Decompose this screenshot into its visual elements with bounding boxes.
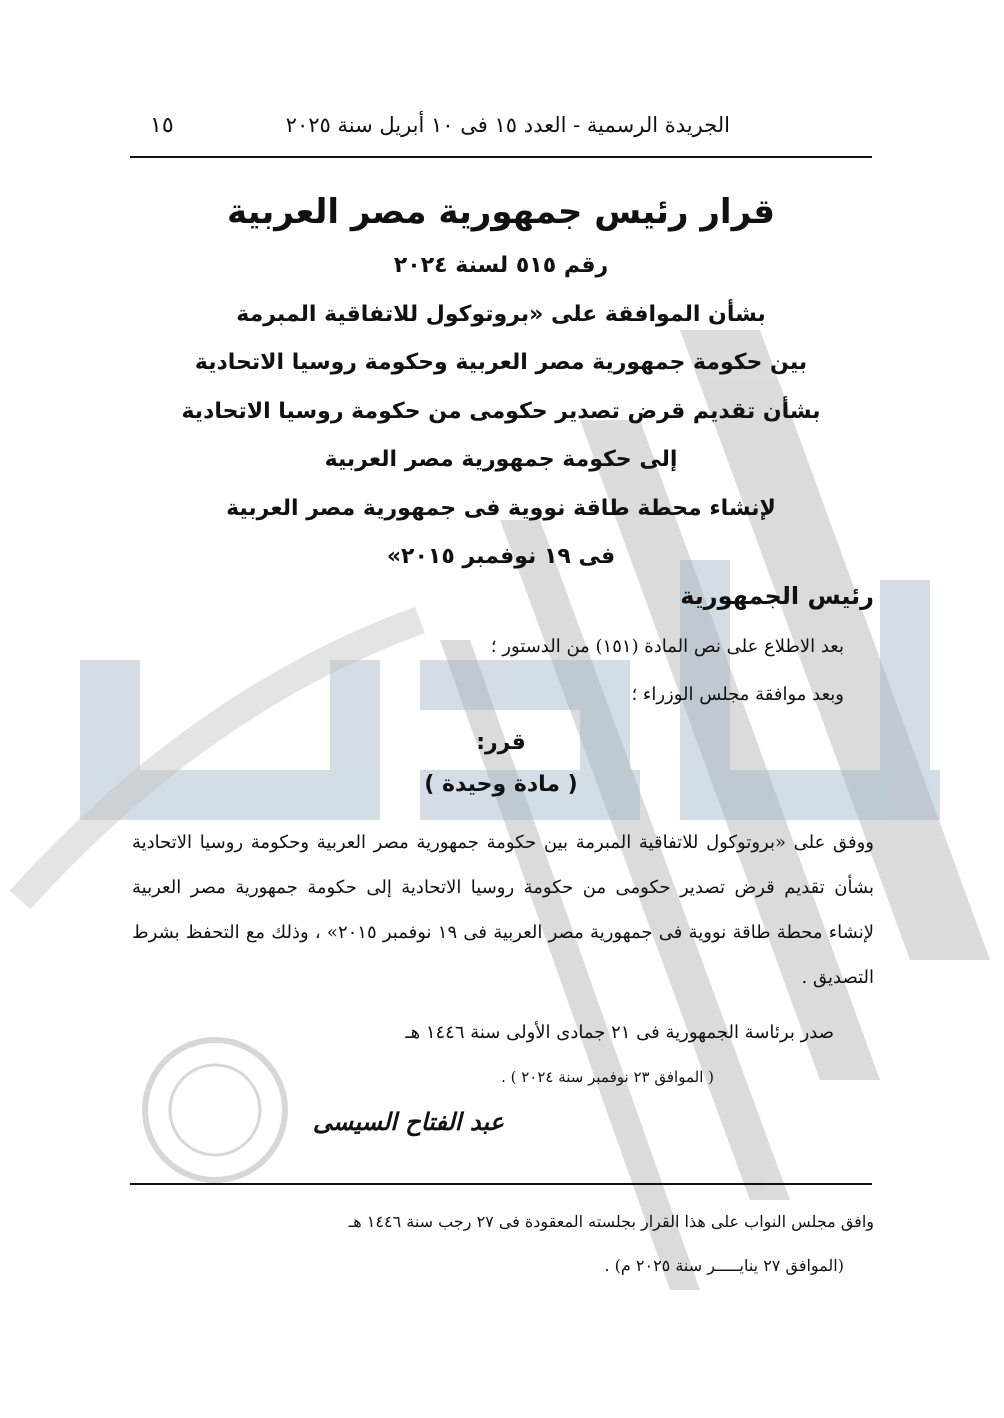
- article-body: ووفق على «بروتوكول للاتفاقية المبرمة بين حكومة جمهورية مصر العربية وحكومة روسيا الاتحادية بشأن تقديم قرض تصدير حكومى من حكومة روسيا الاتحادية إلى حكومة جمهورية مصر العربية لإنشاء محطة طاقة نووية فى جمهورية مصر العربية فى ١٩ نوفمبر ٢٠١٥» ، وذلك مع التحفظ بشرط التصديق .: [132, 832, 874, 988]
- header-divider: [130, 156, 872, 158]
- footnote-line: وافق مجلس النواب على هذا القرار بجلسته المعقودة فى ٢٧ رجب سنة ١٤٤٦ هـ: [348, 1212, 874, 1231]
- subject-line: فى ١٩ نوفمبر ٢٠١٥»: [386, 544, 616, 569]
- watermark-seal: [145, 1040, 285, 1180]
- page-header: [130, 113, 870, 153]
- subject-line: إلى حكومة جمهورية مصر العربية: [324, 447, 678, 472]
- decree-number: رقم ٥١٥ لسنة ٢٠٢٤: [393, 253, 609, 278]
- page-number: ١٥: [150, 113, 174, 138]
- issued-equivalent: ( الموافق ٢٣ نوفمبر سنة ٢٠٢٤ ) .: [501, 1068, 714, 1086]
- subject-line: بشأن تقديم قرض تصدير حكومى من حكومة روسيا الاتحادية: [181, 398, 821, 424]
- preamble-line: بعد الاطلاع على نص المادة (١٥١) من الدستور ؛: [490, 636, 844, 657]
- header-title: الجريدة الرسمية - العدد ١٥ فى ١٠ أبريل سنة ٢٠٢٥: [285, 113, 730, 137]
- president-heading: رئيس الجمهورية: [680, 582, 874, 610]
- footnote-divider: [130, 1183, 872, 1185]
- decree-title-block: [130, 182, 872, 582]
- subject-line: بشأن الموافقة على «بروتوكول للاتفاقية المبرمة: [236, 301, 766, 327]
- decree-title: قرار رئيس جمهورية مصر العربية: [226, 192, 776, 232]
- signature: عبد الفتاح السيسى: [312, 1108, 504, 1136]
- article-title: ( مادة وحيدة ): [424, 772, 578, 797]
- decided-heading: قرر:: [476, 730, 526, 755]
- subject-line: بين حكومة جمهورية مصر العربية وحكومة روسيا الاتحادية: [194, 350, 808, 375]
- preamble-line: وبعد موافقة مجلس الوزراء ؛: [631, 684, 844, 705]
- footnote-line: (الموافق ٢٧ ينايـــــر سنة ٢٠٢٥ م) .: [604, 1256, 844, 1275]
- subject-line: لإنشاء محطة طاقة نووية فى جمهورية مصر العربية: [226, 495, 776, 521]
- issued-line: صدر برئاسة الجمهورية فى ٢١ جمادى الأولى سنة ١٤٤٦ هـ: [405, 1022, 834, 1043]
